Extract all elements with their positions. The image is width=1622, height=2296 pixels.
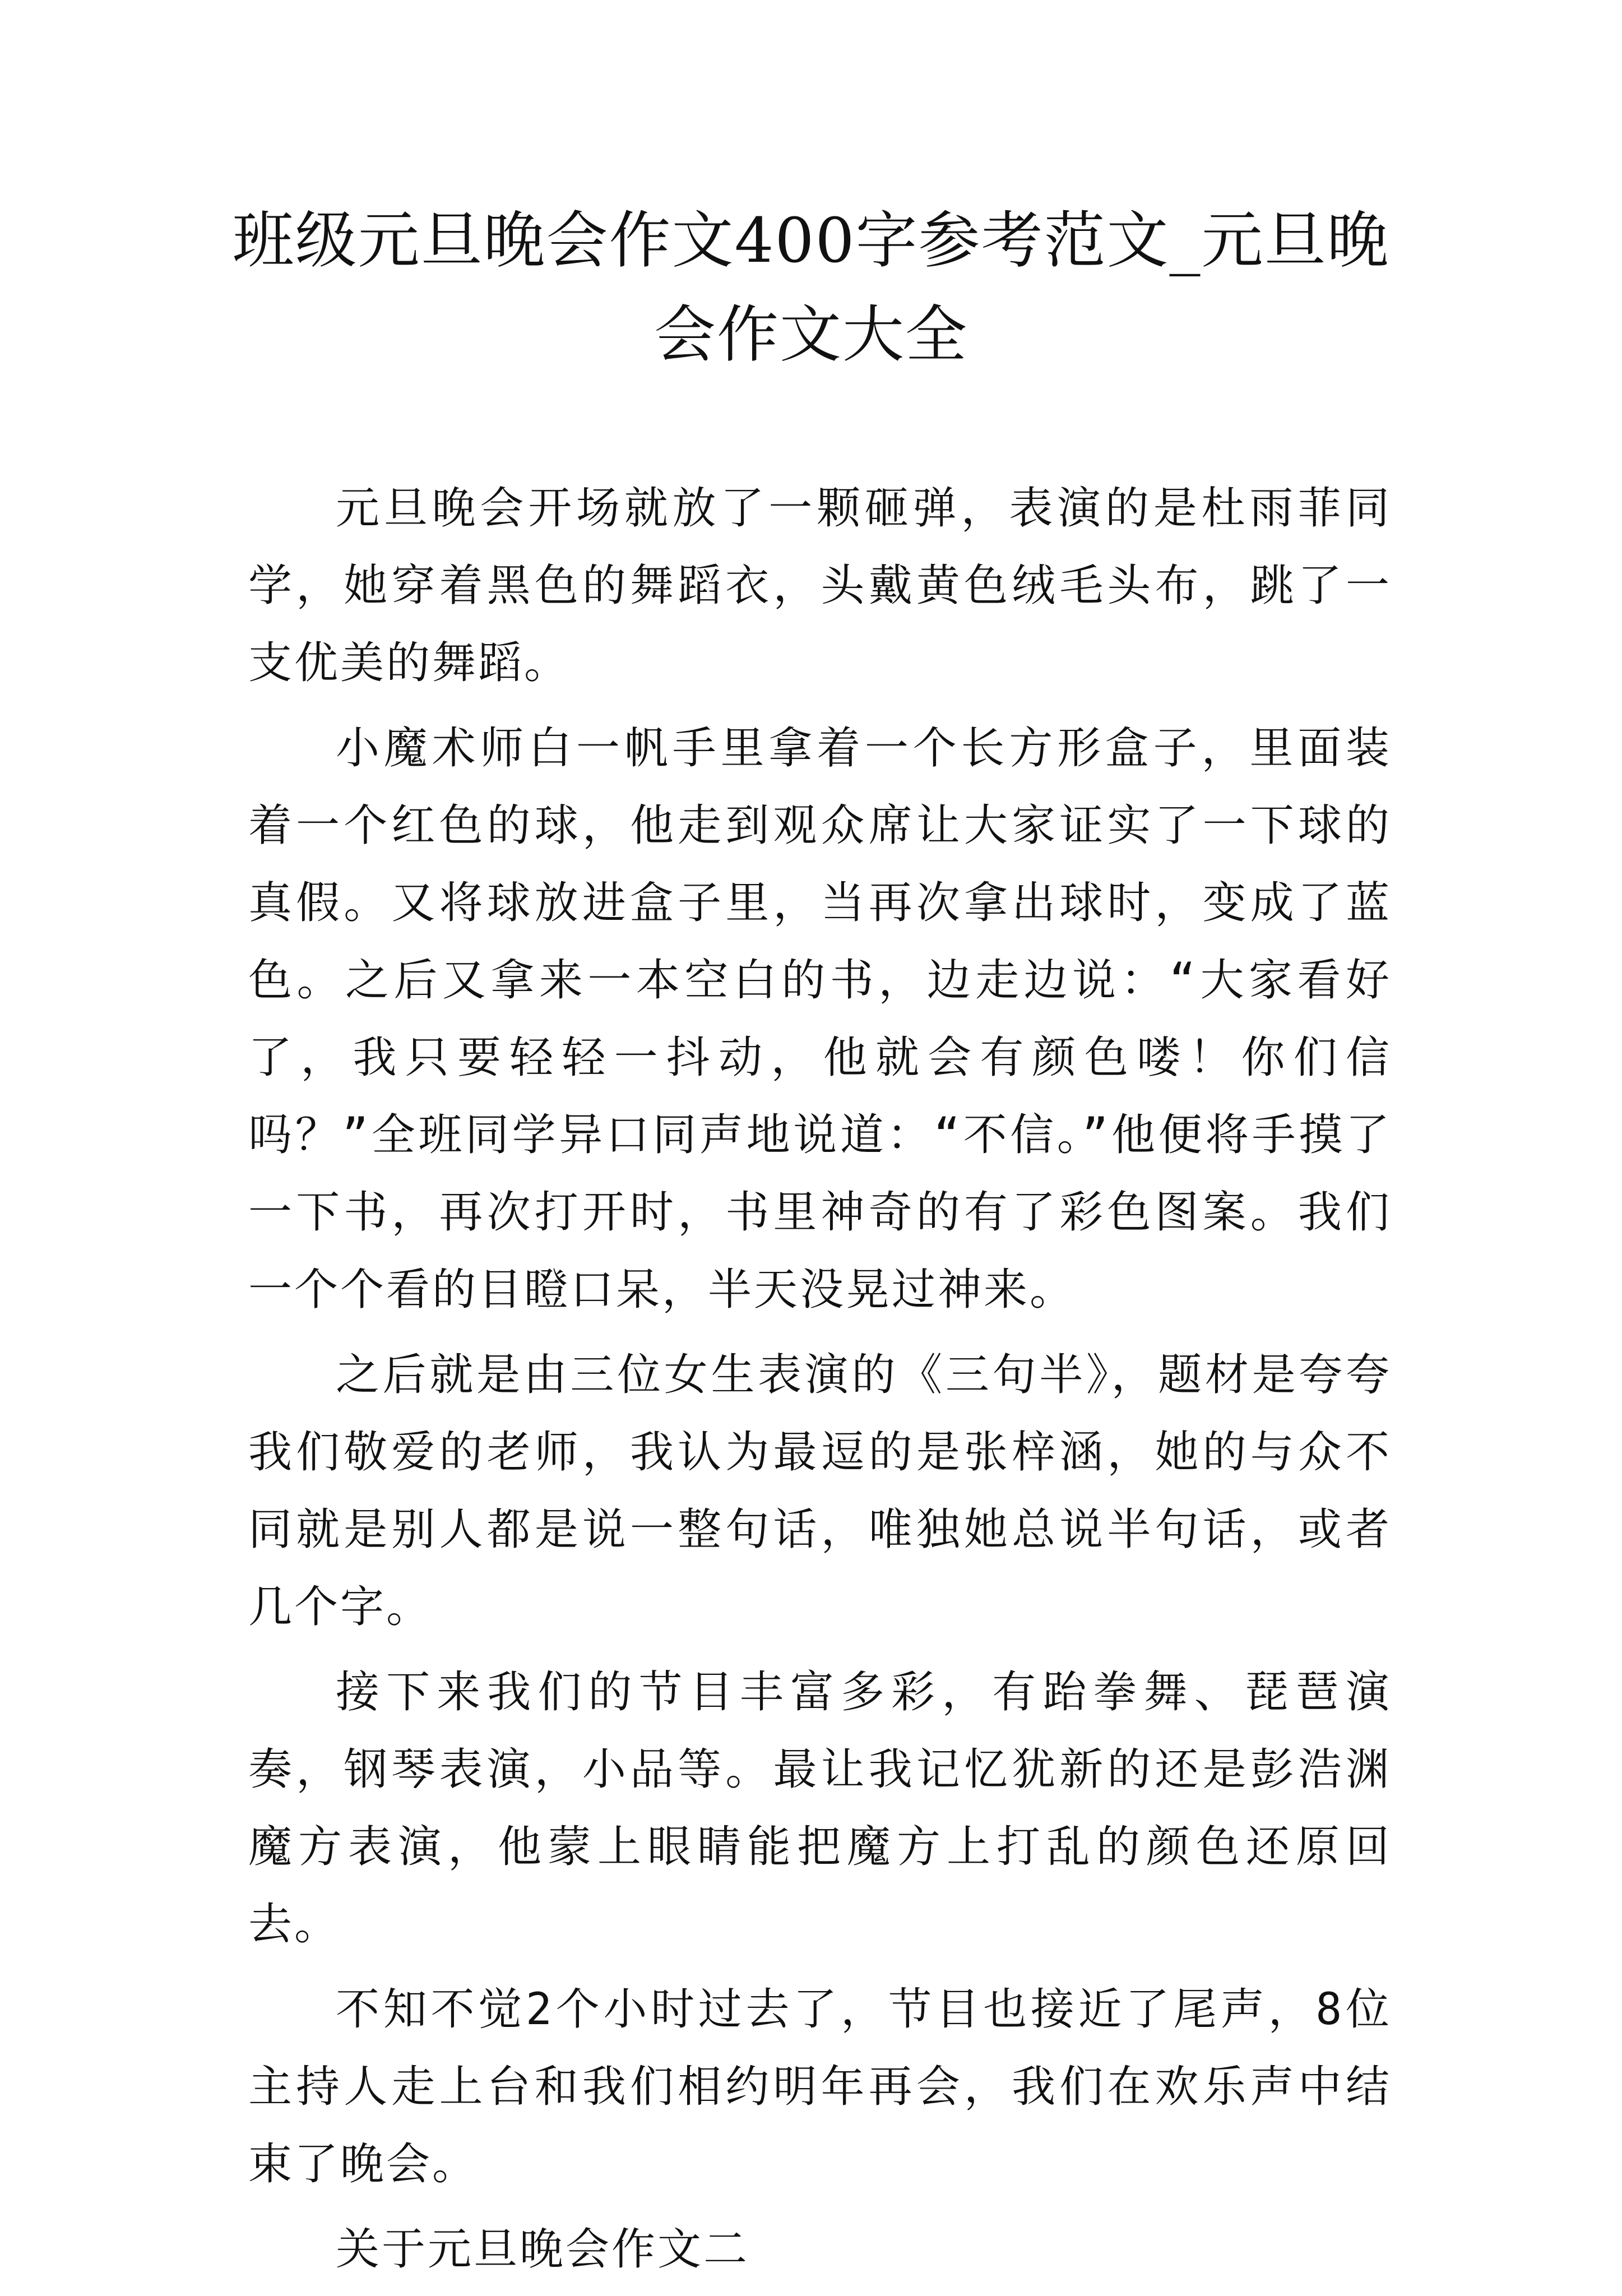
paragraph-5: 不知不觉2个小时过去了，节目也接近了尾声，8位主持人走上台和我们相约明年再会，我们在欢乐声中结束了晚会。 <box>248 1984 1392 2189</box>
paragraph-3: 之后就是由三位女生表演的《三句半》，题材是夸夸我们敬爱的老师，我认为最逗的是张梓涵，她的与众不同就是别人都是说一整句话，唯独她总说半句话，或者几个字。 <box>248 1350 1392 1632</box>
title-line-1: 班级元旦晚会作文400字参考范文_元旦晚 <box>232 205 1390 276</box>
document-title <box>224 193 1398 382</box>
title-line-2: 会作文大全 <box>654 299 968 371</box>
paragraph-2: 小魔术师白一帆手里拿着一个长方形盒子，里面装着一个红色的球，他走到观众席让大家证实了一下球的真假。又将球放进盒子里，当再次拿出球时，变成了蓝色。之后又拿来一本空白的书，边走边说：“大家看好了，我只要轻轻一抖动，他就会有颜色喽！你们信吗？”全班同学异口同声地说道：“不信。”他便将手摸了一下书，再次打开时，书里神奇的有了彩色图案。我们一个个看的目瞪口呆，半天没晃过神来。 <box>248 723 1392 1315</box>
paragraph-4: 接下来我们的节目丰富多彩，有跆拳舞、琵琶演奏，钢琴表演，小品等。最让我记忆犹新的还是彭浩渊魔方表演，他蒙上眼睛能把魔方上打乱的颜色还原回去。 <box>248 1667 1392 1950</box>
section-heading: 关于元旦晚会作文二 <box>336 2224 750 2275</box>
paragraph-1: 元旦晚会开场就放了一颗砸弹，表演的是杜雨菲同学，她穿着黑色的舞蹈衣，头戴黄色绒毛头布，跳了一支优美的舞蹈。 <box>248 483 1392 688</box>
document-body <box>248 470 1392 2296</box>
